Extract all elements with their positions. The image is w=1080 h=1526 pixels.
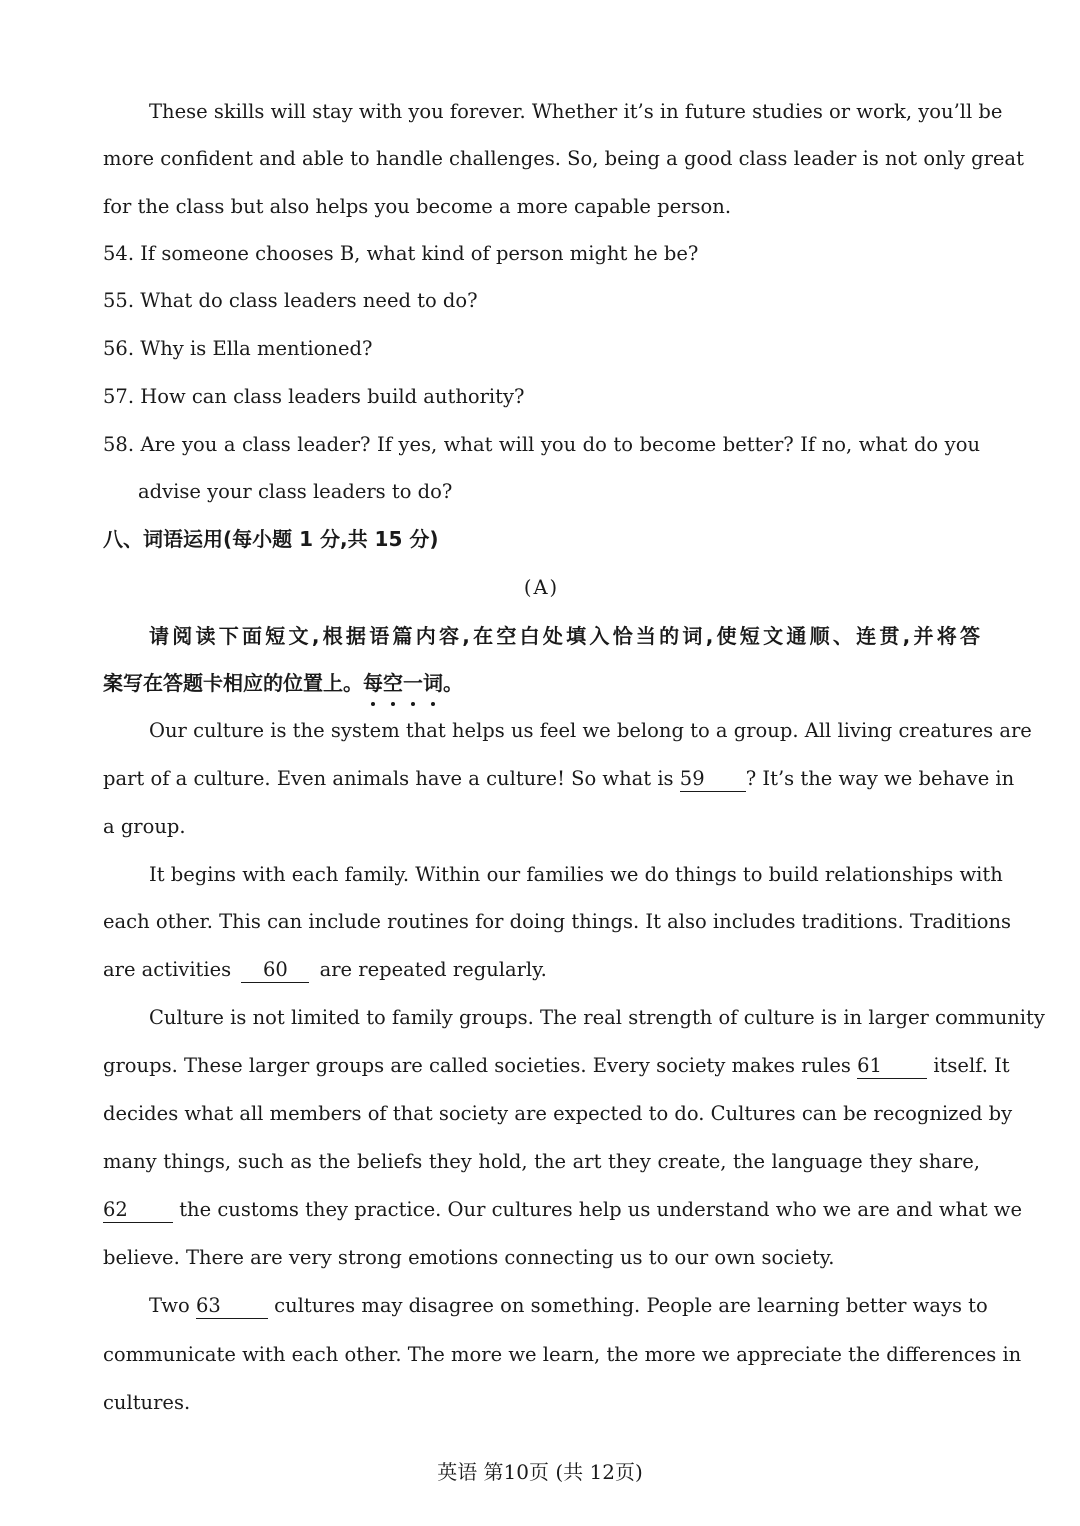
- part-label: (A): [523, 576, 560, 599]
- passage-p3-line-6: believe. There are very strong emotions connecting us to our own society.: [103, 1246, 835, 1269]
- blank-60[interactable]: 60: [241, 958, 309, 983]
- passage-text: ? It’s the way we behave in: [745, 767, 1015, 790]
- passage-p2-line-1: It begins with each family. Within our families we do things to build relationships with: [149, 863, 1003, 886]
- blank-59[interactable]: 59: [680, 767, 746, 792]
- question-54: 54. If someone chooses B, what kind of person might he be?: [103, 242, 699, 265]
- passage-p3-line-4: many things, such as the beliefs they hold, the art they create, the language they share,: [103, 1150, 980, 1173]
- passage-text: are repeated regularly.: [319, 958, 547, 981]
- passage-p3-line-3: decides what all members of that society are expected to do. Cultures can be recognized by: [103, 1102, 1013, 1125]
- instructions-line-2: [103, 668, 980, 698]
- instructions-period: 。: [443, 671, 463, 695]
- emphasis-char: 每: [363, 668, 383, 698]
- emphasis-char: 词: [423, 668, 443, 698]
- question-56: 56. Why is Ella mentioned?: [103, 337, 373, 360]
- passage-text: are activities: [103, 958, 232, 981]
- passage-text: groups. These larger groups are called societies. Every society makes rules: [103, 1054, 851, 1077]
- passage-p3-line-5: [103, 1195, 1023, 1225]
- passage-p3-line-1: Culture is not limited to family groups. The real strength of culture is in larger community: [149, 1006, 1045, 1029]
- passage-p2-line-2: each other. This can include routines for doing things. It also includes traditions. Traditions: [103, 910, 1012, 933]
- passage-p1-line-1: Our culture is the system that helps us feel we belong to a group. All living creatures are: [149, 719, 1032, 742]
- passage-text: part of a culture. Even animals have a culture! So what is: [103, 767, 674, 790]
- section-heading: 八、词语运用(每小题 1 分,共 15 分): [103, 527, 439, 551]
- skills-para-line-3: for the class but also helps you become a more capable person.: [103, 195, 732, 218]
- passage-text: Two: [149, 1294, 190, 1317]
- skills-para-line-2: more confident and able to handle challenges. So, being a good class leader is not only great: [103, 147, 1024, 170]
- question-55: 55. What do class leaders need to do?: [103, 289, 478, 312]
- emphasis-char: 一: [403, 668, 423, 698]
- page-footer: 英语 第10页 (共 12页): [437, 1460, 643, 1484]
- emphasis-char: 空: [383, 668, 403, 698]
- passage-text: cultures may disagree on something. People are learning better ways to: [274, 1294, 988, 1317]
- passage-p2-line-3: [103, 955, 980, 985]
- blank-62[interactable]: 62: [103, 1198, 173, 1223]
- passage-p4-line-3: cultures.: [103, 1391, 191, 1414]
- skills-para-line-1: These skills will stay with you forever. Whether it’s in future studies or work, you’ll be: [149, 100, 1003, 123]
- passage-p3-line-2: [103, 1051, 1010, 1081]
- passage-p4-line-2: communicate with each other. The more we learn, the more we appreciate the differences in: [103, 1343, 1022, 1366]
- question-58-line-1: 58. Are you a class leader? If yes, what will you do to become better? If no, what do you: [103, 433, 980, 456]
- blank-63[interactable]: 63: [196, 1294, 268, 1319]
- question-58-line-2: advise your class leaders to do?: [138, 480, 453, 503]
- instructions-text: 案写在答题卡相应的位置上。: [103, 671, 363, 695]
- passage-p1-line-3: a group.: [103, 815, 186, 838]
- instructions-line-1: 请阅读下面短文,根据语篇内容,在空白处填入恰当的词,使短文通顺、连贯,并将答: [149, 624, 980, 648]
- blank-61[interactable]: 61: [857, 1054, 927, 1079]
- question-57: 57. How can class leaders build authority?: [103, 385, 525, 408]
- passage-text: itself. It: [933, 1054, 1010, 1077]
- passage-p1-line-2: [103, 764, 1015, 794]
- passage-p4-line-1: [103, 1291, 988, 1321]
- passage-text: the customs they practice. Our cultures help us understand who we are and what we: [179, 1198, 1023, 1221]
